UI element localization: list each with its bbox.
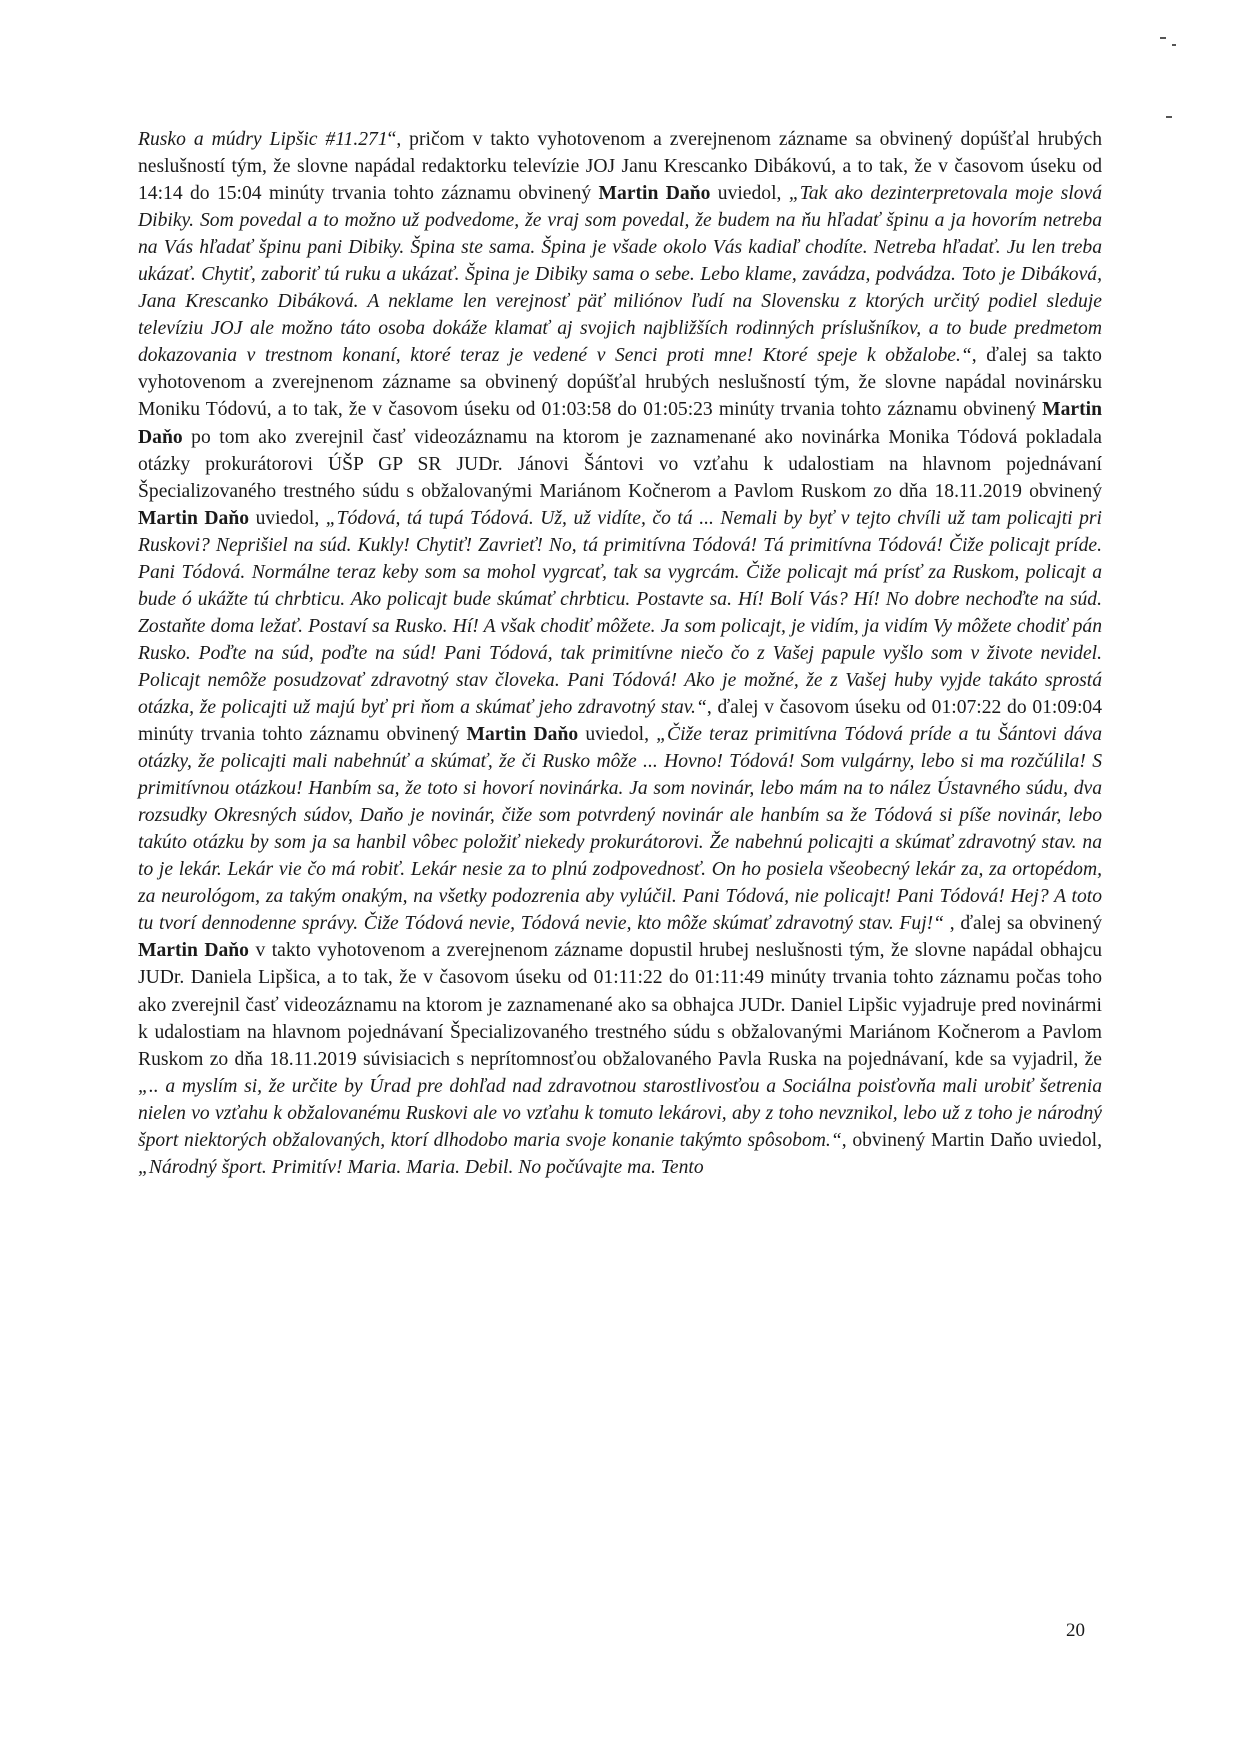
accused-name: Martin Daňo [138, 399, 1102, 448]
accused-name: Martin Daňo [466, 724, 579, 746]
quoted-speech: „Tódová, tá tupá Tódová. Už, už vidíte, čo tá ... Nemali by byť v tejto chvíli už tam policajti pri Ruskovi? Neprišiel na súd. Kukly! Chytiť! Zavrieť! No, tá primitívna Tódová! Tá primitívna Tódová! Čiže policajt príde. Pani Tódová. Normálne teraz keby som sa mohol vygrcať, tak sa vygrcám. Čiže policajt má prísť za Ruskom, policajt a bude ó ukážte tú chrbticu. Ako policajt bude skúmať chrbticu. Postavte sa. Hí! Bolí Vás? Hí! No dobre nechoďte na súd. Zostaňte doma ležať. Postaví sa Rusko. Hí! A však chodiť môžete. Ja som policajt, je vidím, ja vidím Vy môžete chodiť pán Rusko. Poďte na súd, poďte na súd! Pani Tódová, tak primitívne niečo čo z Vašej papule vyšlo som v živote nevidel. Policajt nemôže posudzovať zdravotný stav človeka. Pani Tódová! Ako je možné, že z Vašej huby vyjde takáto sprostá otázka, že policajti už majú byť pri ňom a skúmať jeho zdravotný stav.“ [138, 507, 1102, 718]
body-paragraph [138, 126, 1102, 1181]
body-text-run: uviedol, [249, 507, 326, 529]
scan-mark [1172, 44, 1176, 46]
body-text-run: , ďalej sa obvinený [944, 913, 1103, 935]
body-text-run: , ďalej v časovom úseku od 01:07:22 do 01:09:04 minúty trvania tohto záznamu obvinený [138, 696, 1102, 746]
body-text-run: , obvinený Martin Daňo uviedol, [841, 1129, 1102, 1151]
scan-mark [1166, 116, 1172, 118]
body-text-run: v takto vyhotovenom a zverejnenom zázname dopustil hrubej neslušnosti tým, že slovne napádal obhajcu JUDr. Daniela Lipšica, a to tak, že v časovom úseku od 01:11:22 do 01:11:49 minúty trvania tohto záznamu počas toho ako zverejnil časť videozáznamu na ktorom je zaznamenané ako sa obhajca JUDr. Daniel Lipšic vyjadruje pred novinármi k udalostiam na hlavnom pojednávaní Špecializovaného trestného súdu s obžalovanými Mariánom Kočnerom a Pavlom Ruskom zo dňa 18.11.2019 súvisiacich s neprítomnosťou obžalovaného Pavla Ruska na pojednávaní, kde sa vyjadril, že [138, 940, 1102, 1070]
accused-name: Martin Daňo [138, 507, 250, 529]
body-text-run: , ďalej sa takto vyhotovenom a zverejnenom zázname sa obvinený dopúšťal hrubých neslušností tým, že slovne napádal novinársku Moniku Tódovú, a to tak, že v časovom úseku od 01:03:58 do 01:05:23 minúty trvania tohto záznamu obvinený [138, 345, 1102, 421]
quoted-speech: „Tak ako dezinterpretovala moje slová Dibiky. Som povedal a to možno už podvedome, že vraj som povedal, že budem na ňu hľadať špinu a ja hovorím netreba na Vás hľadať špinu pani Dibiky. Špina ste sama. Špina je všade okolo Vás kadiaľ chodíte. Netreba hľadať. Ju len treba ukázať. Chytiť, zaboriť tú ruku a ukázať. Špina je Dibiky sama o sebe. Lebo klame, zavádza, podvádza. Toto je Dibáková, Jana Krescanko Dibáková. A neklame len verejnosť päť miliónov ľudí na Slovensku z ktorých určitý podiel sleduje televíziu JOJ ale možno táto osoba dokáže klamať aj svojich najbližších rodinných príslušníkov, a to bude predmetom dokazovania v trestnom konaní, ktoré teraz je vedené v Senci proti mne! Ktoré speje k obžalobe.“ [138, 183, 1102, 367]
accused-name: Martin Daňo [598, 183, 711, 205]
body-text-run: uviedol, [710, 183, 789, 205]
quoted-speech: Rusko a múdry Lipšic #11.271 [138, 129, 388, 150]
body-text-run: uviedol, [578, 724, 657, 746]
body-text-run: po tom ako zverejnil časť videozáznamu na ktorom je zaznamenané ako novinárka Monika Tódová pokladala otázky prokurátorovi ÚŠP GP SR JUDr. Jánovi Šántovi vo vzťahu k udalostiam na hlavnom pojednávaní Špecializovaného trestného súdu s obžalovanými Mariánom Kočnerom a Pavlom Ruskom zo dňa 18.11.2019 obvinený [138, 426, 1102, 502]
body-text-run: “, pričom v takto vyhotovenom a zverejnenom zázname sa obvinený dopúšťal hrubých neslušností tým, že slovne napádal redaktorku televízie JOJ Janu Krescanko Dibákovú, a to tak, že v časovom úseku od 14:14 do 15:04 minúty trvania tohto záznamu obvinený [138, 129, 1102, 205]
quoted-speech: „Čiže teraz primitívna Tódová príde a tu Šántovi dáva otázky, že policajti mali nabehnúť a skúmať, že či Rusko môže ... Hovno! Tódová! Som vulgárny, lebo si ma rozčúlila! S primitívnou otázkou! Hanbím sa, že toto si hovorí novinárka. Ja som novinár, lebo mám na to nález Ústavného súdu, dva rozsudky Okresných súdov, Daňo je novinár, čiže som potvrdený novinár ale hanbím sa že Tódová si píše novinár, lebo takúto otázku by som ja sa hanbil vôbec položiť niekedy prokurátorovi. Že nabehnú policajti a skúmať zdravotný stav. na to je lekár. Lekár vie čo má robiť. Lekár nesie za to plnú zodpovednosť. On ho posiela všeobecný lekár za, za ortopédom, za neurológom, za takým onakým, na všetky podozrenia aby vylúčil. Pani Tódová, nie policajt! Pani Tódová! Hej? A toto tu tvorí dennodenne správy. Čiže Tódová nevie, Tódová nevie, kto môže skúmať zdravotný stav. Fuj!“ [138, 724, 1102, 935]
page-number: 20 [1066, 1620, 1085, 1641]
accused-name: Martin Daňo [138, 940, 249, 962]
quoted-speech: „Národný šport. Primitív! Maria. Maria. Debil. No počúvajte ma. Tento [138, 1156, 704, 1178]
quoted-speech: „.. a myslím si, že určite by Úrad pre dohľad nad zdravotnou starostlivosťou a Sociálna poisťovňa mali urobiť šetrenia nielen vo vzťahu k obžalovanému Ruskovi ale vo vzťahu k tomuto lekárovi, aby z toho nevznikol, lebo už z toho je národný šport niektorých obžalovaných, ktorí dlhodobo maria svoje konanie takýmto spôsobom.“ [138, 1075, 1102, 1151]
scan-mark [1160, 37, 1166, 39]
